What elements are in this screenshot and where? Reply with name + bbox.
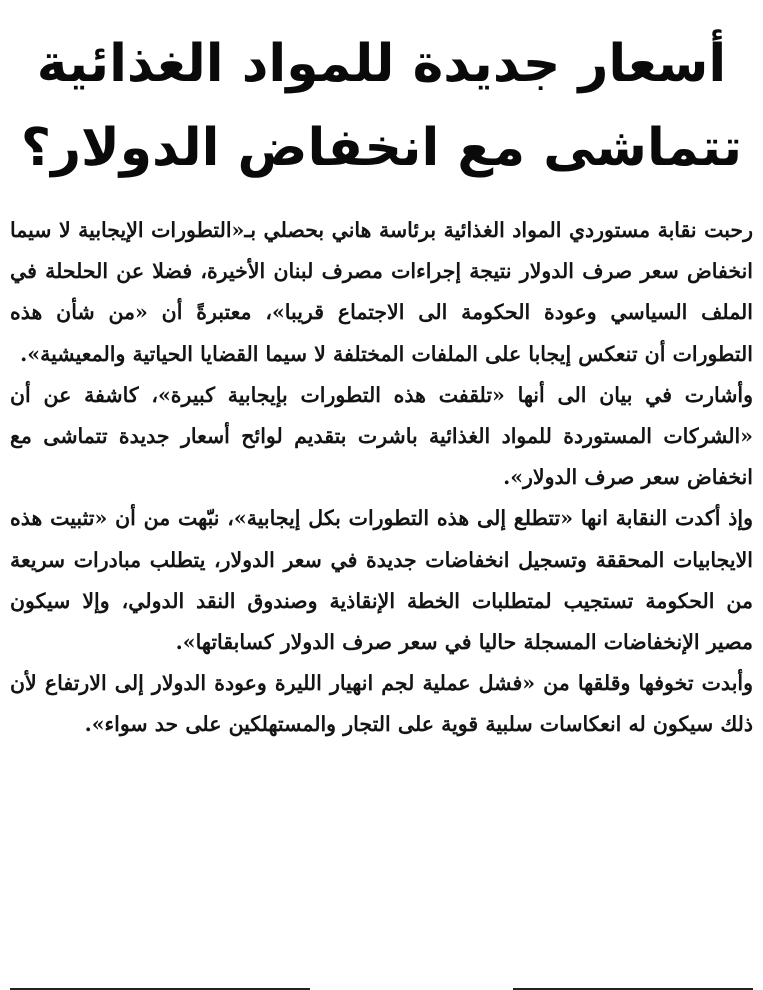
paragraph-4: وأبدت تخوفها وقلقها من «فشل عملية لجم انهيار الليرة وعودة الدولار إلى الارتفاع لأن ذلك سيكون له انعكاسات سلبية قوية على التجار والمستهلكين على حد سواء».	[10, 671, 753, 737]
paragraph-3: وإذ أكدت النقابة انها «تتطلع إلى هذه التطورات بكل إيجابية»، نبّهت من أن «تثبيت هذه الايجابيات المحققة وتسجيل انخفاضات جديدة في سعر الدولار، يتطلب مبادرات سريعة من الحكومة تستجيب لمتطلبات الخطة الإنقاذية وصندوق النقد الدولي، وإلا سيكون مصير الإنخفاضات المسجلة حاليا في سعر صرف الدولار كسابقاتها».	[10, 506, 753, 655]
paragraph-1: رحبت نقابة مستوردي المواد الغذائية برئاسة هاني بحصلي بـ«التطورات الإيجابية لا سيما انخفاض سعر صرف الدولار نتيجة إجراءات مصرف لبنان الأخيرة، فضلا عن الحلحلة في الملف السياسي وعودة الحكومة الى الاجتماع قريبا»، معتبرةً أن «من شأن هذه التطورات أن تنعكس إيجابا على الملفات المختلفة لا سيما القضايا الحياتية والمعيشية».	[10, 218, 753, 366]
paragraph-2: وأشارت في بيان الى أنها «تلقفت هذه التطورات بإيجابية كبيرة»، كاشفة عن أن «الشركات المستوردة للمواد الغذائية باشرت بتقديم لوائح أسعار جديدة تتماشى مع انخفاض سعر صرف الدولار».	[10, 382, 753, 490]
headline-line-2: تتماشى مع انخفاض الدولار؟	[20, 118, 743, 178]
headline	[10, 0, 753, 190]
article-body	[10, 210, 753, 746]
headline-line-1: أسعار جديدة للمواد الغذائية	[36, 34, 727, 94]
article	[10, 0, 753, 990]
